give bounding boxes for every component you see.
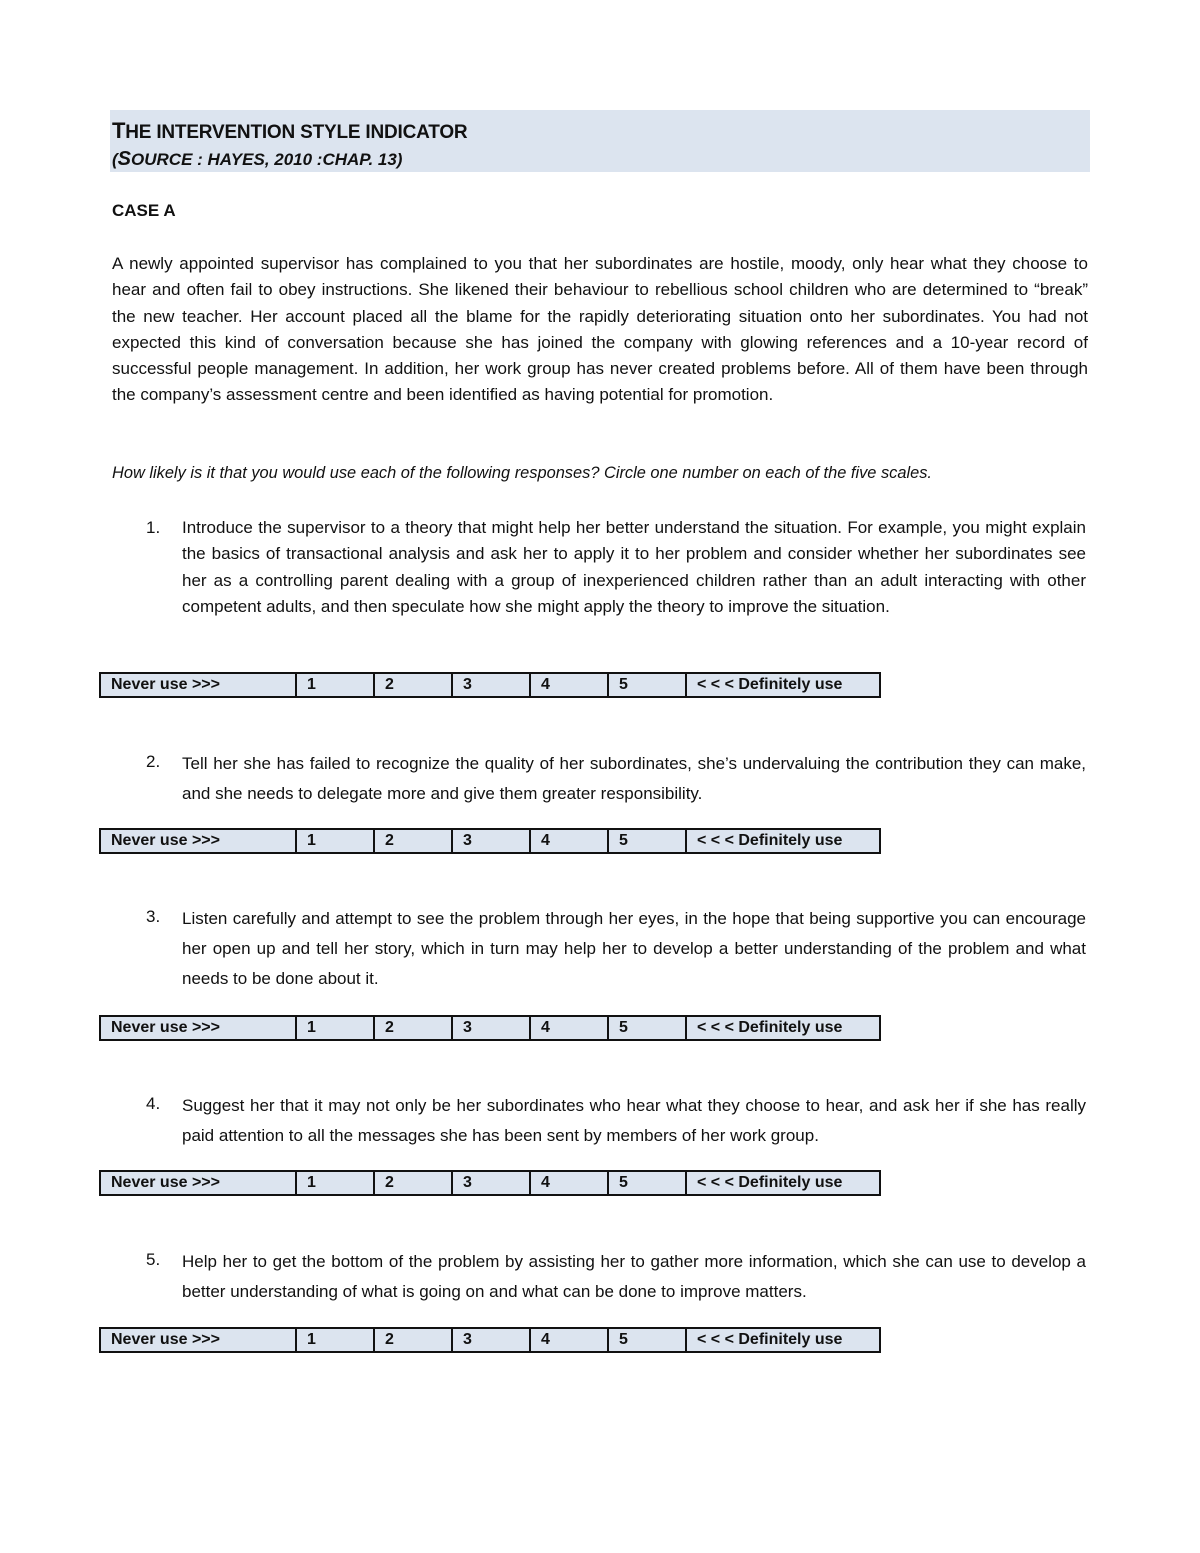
- scale-option-3[interactable]: 3: [452, 1328, 530, 1352]
- source-first-letter: S: [117, 148, 132, 170]
- scale-option-2[interactable]: 2: [374, 673, 452, 697]
- scale-option-2[interactable]: 2: [374, 1328, 452, 1352]
- source-rest: OURCE : HAYES, 2010 :CHAP. 13): [131, 150, 403, 169]
- scale-option-1[interactable]: 1: [296, 1016, 374, 1040]
- scale-definitely-label: < < < Definitely use: [686, 1328, 880, 1352]
- scale-option-2[interactable]: 2: [374, 1016, 452, 1040]
- rating-scale: [99, 1015, 881, 1041]
- scale-option-4[interactable]: 4: [530, 829, 608, 853]
- scale-definitely-label: < < < Definitely use: [686, 1016, 880, 1040]
- scale-never-label: Never use >>>: [100, 1171, 296, 1195]
- scale-definitely-label: < < < Definitely use: [686, 673, 880, 697]
- scale-definitely-label: < < < Definitely use: [686, 829, 880, 853]
- rating-scale: [99, 1170, 881, 1196]
- rating-scale: [99, 672, 881, 698]
- scale-definitely-label: < < < Definitely use: [686, 1171, 880, 1195]
- scale-option-5[interactable]: 5: [608, 673, 686, 697]
- scale-option-5[interactable]: 5: [608, 1328, 686, 1352]
- response-number: 2.: [146, 752, 161, 771]
- response-text: Suggest her that it may not only be her subordinates who hear what they choose to hear, and ask her if she has really paid attention to all the messages she has been sent by members of her work group.: [182, 1096, 1086, 1145]
- scale-option-3[interactable]: 3: [452, 1016, 530, 1040]
- instruction-text: How likely is it that you would use each of the following responses? Circle one number on each of the five scales.: [112, 464, 932, 482]
- scale-option-1[interactable]: 1: [296, 1171, 374, 1195]
- response-text: Help her to get the bottom of the problem by assisting her to gather more information, which she can use to develop a better understanding of what is going on and what can be done to improve matters.: [182, 1252, 1086, 1301]
- source-open: (: [112, 150, 118, 169]
- scale-option-3[interactable]: 3: [452, 829, 530, 853]
- scale-option-2[interactable]: 2: [374, 1171, 452, 1195]
- rating-scale: [99, 828, 881, 854]
- case-description: A newly appointed supervisor has complained to you that her subordinates are hostile, moody, only hear what they choose to hear and often fail to obey instructions. She likened their behaviour to rebellious school children who are determined to “break” the new teacher. Her account placed all the blame for the rapidly deteriorating situation onto her subordinates. You had not expected this kind of conversation because she has joined the company with glowing references and a 10-year record of successful people management. In addition, her work group has never created problems before. All of them have been through the company’s assessment centre and been identified as having potential for promotion.: [112, 254, 1088, 405]
- scale-option-5[interactable]: 5: [608, 1016, 686, 1040]
- response-text: Listen carefully and attempt to see the problem through her eyes, in the hope that being supportive you can encourage her open up and tell her story, which in turn may help her to develop a better understanding of the problem and what needs to be done about it.: [182, 909, 1086, 988]
- title-box: [110, 110, 1090, 172]
- case-label: CASE A: [112, 201, 176, 220]
- scale-option-1[interactable]: 1: [296, 673, 374, 697]
- scale-option-4[interactable]: 4: [530, 1171, 608, 1195]
- scale-never-label: Never use >>>: [100, 1016, 296, 1040]
- scale-option-4[interactable]: 4: [530, 1016, 608, 1040]
- scale-option-1[interactable]: 1: [296, 1328, 374, 1352]
- scale-option-4[interactable]: 4: [530, 673, 608, 697]
- title-first-letter: T: [112, 118, 126, 143]
- response-number: 1.: [146, 518, 161, 537]
- response-number: 4.: [146, 1094, 161, 1113]
- document-title: [112, 118, 467, 144]
- rating-scale: [99, 1327, 881, 1353]
- scale-option-2[interactable]: 2: [374, 829, 452, 853]
- scale-option-3[interactable]: 3: [452, 1171, 530, 1195]
- scale-option-5[interactable]: 5: [608, 829, 686, 853]
- scale-never-label: Never use >>>: [100, 673, 296, 697]
- scale-option-4[interactable]: 4: [530, 1328, 608, 1352]
- source-citation: [112, 148, 402, 171]
- response-number: 5.: [146, 1250, 161, 1269]
- scale-option-1[interactable]: 1: [296, 829, 374, 853]
- scale-option-5[interactable]: 5: [608, 1171, 686, 1195]
- scale-never-label: Never use >>>: [100, 829, 296, 853]
- scale-never-label: Never use >>>: [100, 1328, 296, 1352]
- response-text: Introduce the supervisor to a theory that might help her better understand the situation. For example, you might explain the basics of transactional analysis and ask her to apply it to her problem and consider whether her subordinates see her as a controlling parent dealing with a group of inexperienced children rather than an adult interacting with other competent adults, and then speculate how she might apply the theory to improve the situation.: [182, 518, 1086, 616]
- response-number: 3.: [146, 907, 161, 926]
- scale-option-3[interactable]: 3: [452, 673, 530, 697]
- response-text: Tell her she has failed to recognize the quality of her subordinates, she’s undervaluing the contribution they can make, and she needs to delegate more and give them greater responsibility.: [182, 754, 1086, 803]
- title-rest: HE INTERVENTION STYLE INDICATOR: [125, 122, 468, 143]
